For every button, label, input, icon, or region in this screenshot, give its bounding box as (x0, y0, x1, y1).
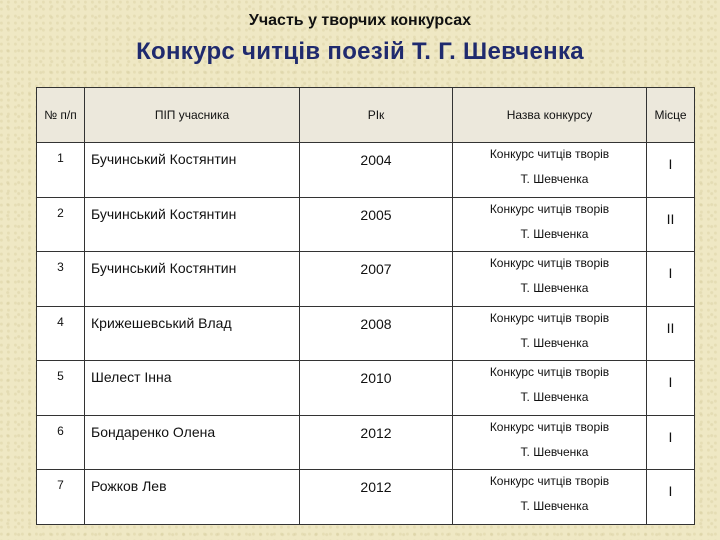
contest-name (453, 143, 647, 198)
page-subtitle: Участь у творчих конкурсах (248, 12, 472, 29)
contest-name-line2: Т. Шевченка (520, 390, 589, 404)
contest-place: II (647, 197, 695, 252)
column-header-participant: ПІП учасника (85, 88, 300, 143)
contest-name-line1: Конкурс читців творів (489, 256, 610, 270)
table-row (37, 415, 695, 470)
participant-name: Бучинський Костянтин (85, 197, 300, 252)
contest-name (453, 306, 647, 361)
page-title: Конкурс читців поезій Т. Г. Шевченка (136, 38, 584, 65)
column-header-number: № п/п (37, 88, 85, 143)
participant-name: Рожков Лев (85, 470, 300, 525)
contest-results-table (36, 87, 695, 525)
table-row (37, 470, 695, 525)
contest-name (453, 361, 647, 416)
contest-name-line1: Конкурс читців творів (489, 201, 610, 216)
table-header-row (37, 88, 695, 143)
contest-place: II (647, 306, 695, 361)
contest-year: 2007 (300, 252, 453, 307)
contest-place: I (647, 361, 695, 416)
contest-name-line1: Конкурс читців творів (489, 310, 610, 325)
contest-place: I (647, 252, 695, 307)
column-header-contest: Назва конкурсу (453, 88, 647, 143)
contest-name (453, 252, 647, 307)
contest-name-line1: Конкурс читців творів (489, 147, 610, 161)
contest-year: 2012 (300, 470, 453, 525)
contest-place: I (647, 470, 695, 525)
contest-name-line2: Т. Шевченка (520, 226, 589, 241)
contest-name-line2: Т. Шевченка (520, 172, 589, 186)
contest-name (453, 415, 647, 470)
column-header-year: РІк (300, 88, 453, 143)
contest-name-line1: Конкурс читців творів (489, 365, 610, 379)
contest-name-line2: Т. Шевченка (520, 444, 589, 459)
participant-name: Бучинський Костянтин (85, 143, 300, 198)
contest-year: 2004 (300, 143, 453, 198)
contest-name-line2: Т. Шевченка (520, 281, 589, 295)
contest-name-line2: Т. Шевченка (520, 335, 589, 350)
row-number: 3 (37, 252, 85, 307)
contest-year: 2012 (300, 415, 453, 470)
contest-year: 2008 (300, 306, 453, 361)
row-number: 6 (37, 415, 85, 470)
contest-name (453, 197, 647, 252)
contest-name (453, 470, 647, 525)
contest-name-line2: Т. Шевченка (520, 499, 589, 513)
contest-name-line1: Конкурс читців творів (489, 474, 610, 488)
row-number: 1 (37, 143, 85, 198)
participant-name: Бондаренко Олена (85, 415, 300, 470)
row-number: 7 (37, 470, 85, 525)
contest-name-line1: Конкурс читців творів (489, 419, 610, 434)
contest-place: I (647, 143, 695, 198)
table-row (37, 306, 695, 361)
column-header-place: Місце (647, 88, 695, 143)
row-number: 2 (37, 197, 85, 252)
table-row (37, 361, 695, 416)
contest-year: 2005 (300, 197, 453, 252)
participant-name: Крижешевський Влад (85, 306, 300, 361)
table-row (37, 143, 695, 198)
participant-name: Шелест Інна (85, 361, 300, 416)
participant-name: Бучинський Костянтин (85, 252, 300, 307)
table-row (37, 252, 695, 307)
row-number: 5 (37, 361, 85, 416)
table-row (37, 197, 695, 252)
row-number: 4 (37, 306, 85, 361)
contest-year: 2010 (300, 361, 453, 416)
contest-place: I (647, 415, 695, 470)
